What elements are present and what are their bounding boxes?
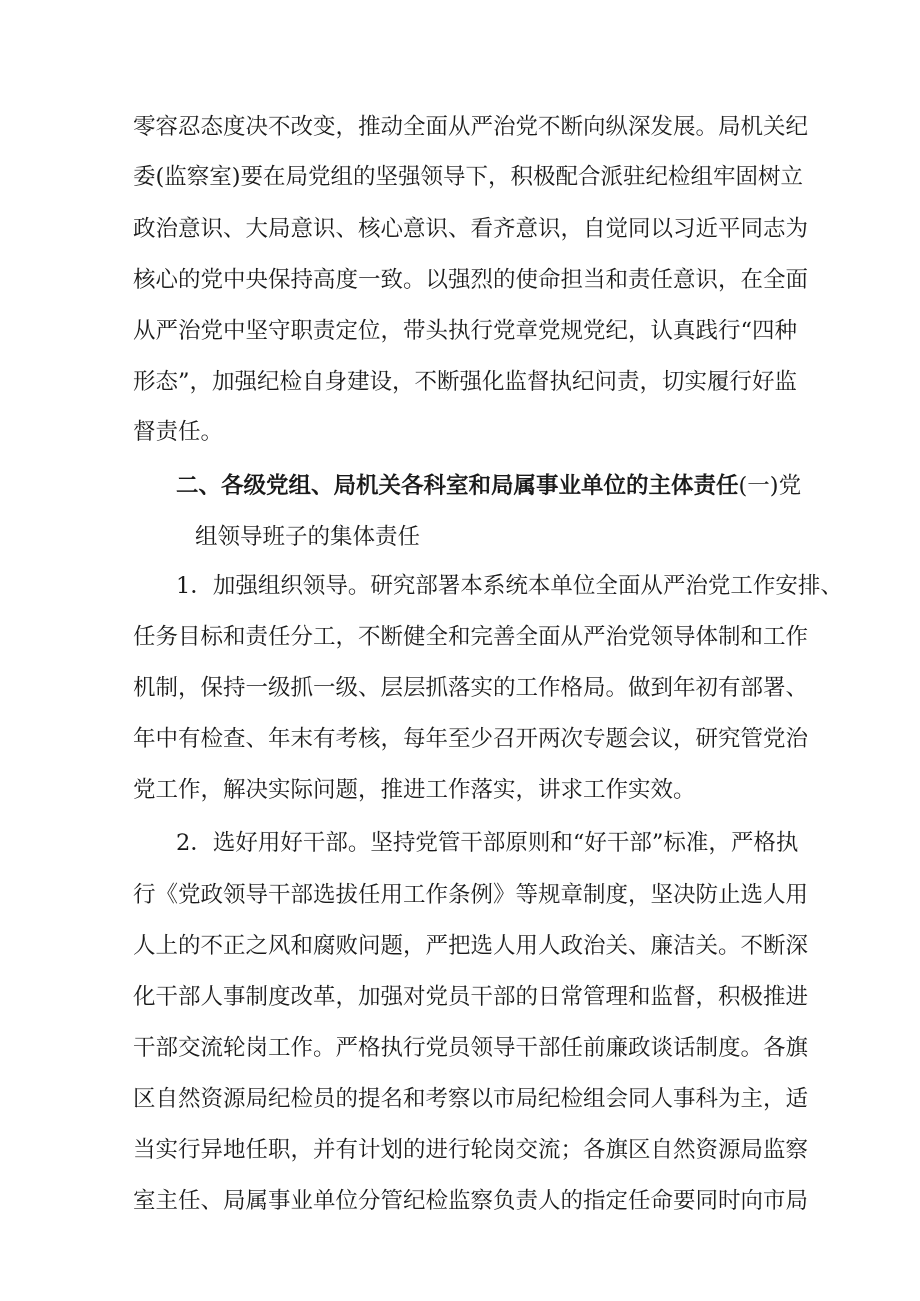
paragraph-line: 干部交流轮岗工作。严格执行党员领导干部任前廉政谈话制度。各旗 bbox=[133, 1035, 809, 1061]
paragraph-line: 行《党政领导干部选拔任用工作条例》等规章制度，坚决防止选人用 bbox=[133, 882, 809, 908]
paragraph-line: 机制，保持一级抓一级、层层抓落实的工作格局。做到年初有部署、 bbox=[133, 675, 809, 701]
paragraph-line: 形态”，加强纪检自身建设，不断强化监督执纪问责，切实履行好监 bbox=[133, 369, 798, 395]
paragraph-line: 核心的党中央保持高度一致。以强烈的使命担当和责任意识，在全面 bbox=[133, 267, 809, 293]
paragraph-line: 年中有检查、年末有考核，每年至少召开两次专题会议，研究管党治 bbox=[133, 726, 809, 752]
paragraph-line: 督责任。 bbox=[133, 419, 224, 445]
paragraph-line: 1．加强组织领导。研究部署本系统本单位全面从严治党工作安排、 bbox=[176, 573, 843, 599]
paragraph-line: 委(监察室)要在局党组的坚强领导下，积极配合派驻纪检组牢固树立 bbox=[133, 164, 804, 190]
paragraph-line: 党工作，解决实际问题，推进工作落实，讲求工作实效。 bbox=[133, 777, 696, 803]
section-heading-bold: 二、各级党组、局机关各科室和局属事业单位的主体责任 bbox=[176, 473, 739, 499]
section-subheading: 组领导班子的集体责任 bbox=[195, 524, 421, 550]
section-heading bbox=[176, 466, 802, 506]
paragraph-line: 零容忍态度决不改变，推动全面从严治党不断向纵深发展。局机关纪 bbox=[133, 114, 809, 140]
paragraph-line: 化干部人事制度改革，加强对党员干部的日常管理和监督，积极推进 bbox=[133, 984, 809, 1010]
paragraph-line: 区自然资源局纪检员的提名和考察以市局纪检组会同人事科为主，适 bbox=[133, 1086, 809, 1112]
paragraph-line: 任务目标和责任分工，不断健全和完善全面从严治党领导体制和工作 bbox=[133, 624, 809, 650]
paragraph-line: 室主任、局属事业单位分管纪检监察负责人的指定任命要同时向市局 bbox=[133, 1188, 809, 1214]
paragraph-line: 2．选好用好干部。坚持党管干部原则和“好干部”标准，严格执 bbox=[176, 830, 799, 856]
section-heading-tail: (一)党 bbox=[738, 473, 802, 499]
paragraph-line: 政治意识、大局意识、核心意识、看齐意识，自觉同以习近平同志为 bbox=[133, 216, 809, 242]
paragraph-line: 从严治党中坚守职责定位，带头执行党章党规党纪，认真践行“四种 bbox=[133, 318, 798, 344]
paragraph-line: 当实行异地任职，并有计划的进行轮岗交流；各旗区自然资源局监察 bbox=[133, 1137, 809, 1163]
paragraph-line: 人上的不正之风和腐败问题，严把选人用人政治关、廉洁关。不断深 bbox=[133, 933, 809, 959]
